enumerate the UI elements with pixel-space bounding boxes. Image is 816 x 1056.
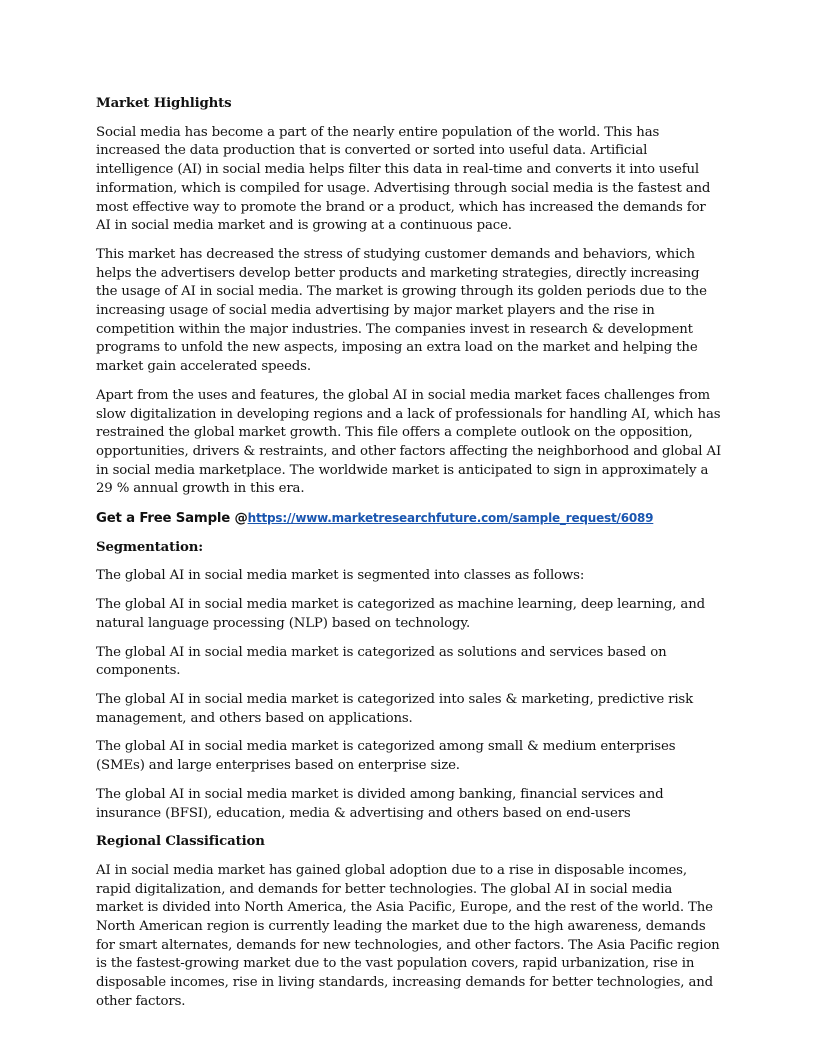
paragraph: This market has decreased the stress of studying customer demands and behaviors, which helps the advertisers develop better products and marketing strategies, directly increasing the usage of AI in social media. The market is growing through its golden periods due to the increasing usage of social media advertising by major market players and the rise in competition within the major industries. The companies invest in research & development programs to unfold the new aspects, imposing an extra load on the market and helping the market gain accelerated speeds. — [96, 246, 707, 375]
paragraph: The global AI in social media market is segmented into classes as follows: — [96, 568, 585, 584]
paragraph: Apart from the uses and features, the global AI in social media market faces challenges from slow digitalization in developing regions and a lack of professionals for handling AI, which has restrained the global market growth. This file offers a complete outlook on the opposition, opportunities, drivers & restraints, and other factors affecting the neighborhood and global AI in social media marketplace. The worldwide market is anticipated to sign in approximately a 29 % annual growth in this era. — [96, 387, 722, 497]
paragraph: The global AI in social media market is divided among banking, financial services and insurance (BFSI), education, media & advertising and others based on end-users — [96, 786, 664, 821]
segmentation-heading: Segmentation: — [96, 539, 204, 555]
market-highlights-heading: Market Highlights — [96, 96, 232, 111]
paragraph: AI in social media market has gained global adoption due to a rise in disposable incomes, rapid digitalization, and demands for better technologies. The global AI in social media market is divided into North America, the Asia Pacific, Europe, and the rest of the world. The North American region is currently leading the market due to the high awareness, demands for smart alternates, demands for new technologies, and other factors. The Asia Pacific region is the fastest-growing market due to the vast population covers, rapid urbanization, rise in disposable incomes, rise in living standards, increasing demands for better technologies, and other factors. — [96, 862, 720, 1009]
sample-request-link[interactable]: https://www.marketresearchfuture.com/sample_request/6089 — [247, 511, 654, 526]
paragraph: Social media has become a part of the nearly entire population of the world. This has increased the data production that is converted or sorted into useful data. Artificial intelligence (AI) in social media helps filter this data in real-time and converts it into useful information, which is compiled for usage. Advertising through social media is the fastest and most effective way to promote the brand or a product, which has increased the demands for AI in social media market and is growing at a continuous pace. — [96, 124, 711, 234]
regional-classification-heading: Regional Classification — [96, 834, 265, 850]
document-body — [96, 95, 722, 1022]
paragraph: The global AI in social media market is categorized into sales & marketing, predictive risk management, and others based on applications. — [96, 691, 694, 726]
paragraph: The global AI in social media market is categorized among small & medium enterprises (SMEs) and large enterprises based on enterprise size. — [96, 739, 676, 774]
free-sample-label: Get a Free Sample @ — [96, 511, 248, 527]
paragraph: The global AI in social media market is categorized as machine learning, deep learning, and natural language processing (NLP) based on technology. — [96, 597, 705, 631]
free-sample-line — [96, 509, 722, 529]
paragraph: The global AI in social media market is categorized as solutions and services based on components. — [96, 644, 667, 679]
